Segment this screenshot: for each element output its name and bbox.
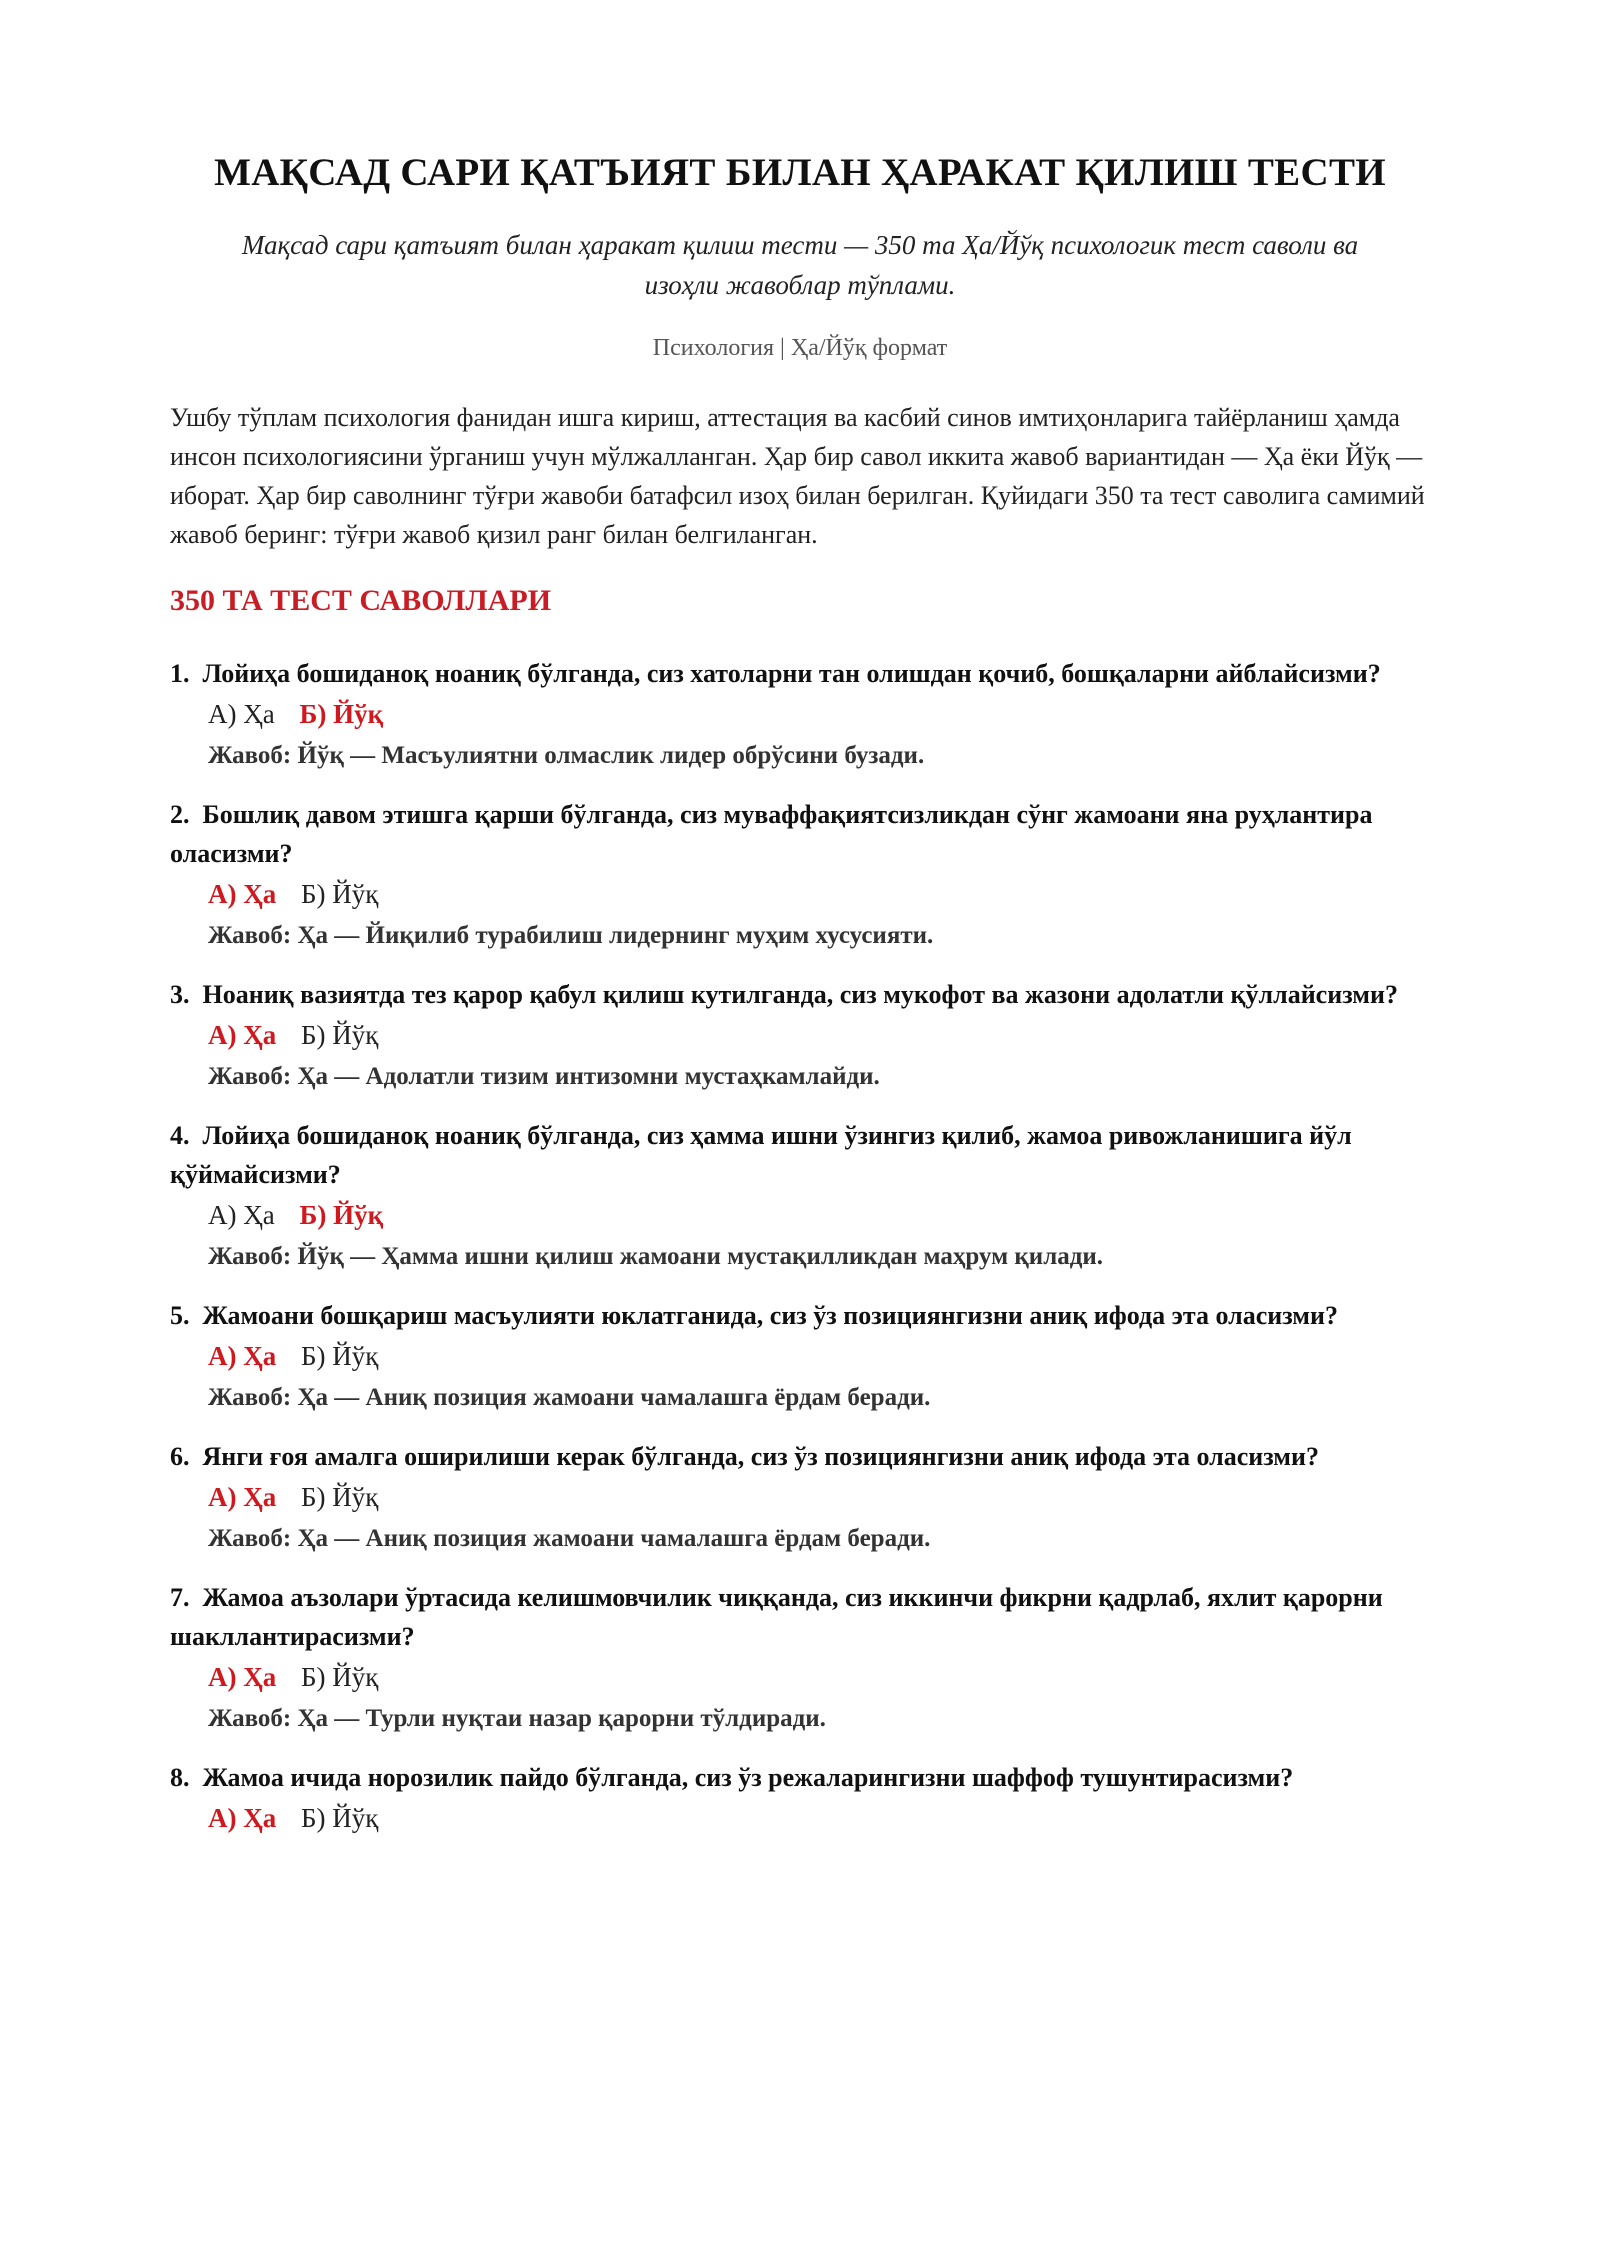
question-item xyxy=(170,795,1430,957)
document-meta: Психология | Ҳа/Йўқ формат xyxy=(652,335,948,361)
option-b: Б) Йўқ xyxy=(301,1020,379,1050)
question-body: Лойиҳа бошиданоқ ноаниқ бўлганда, сиз ҳамма ишни ўзингиз қилиб, жамоа ривожланишига йўл қўймайсизми? xyxy=(170,1121,1352,1189)
options-row xyxy=(170,693,1430,735)
question-number: 5. xyxy=(170,1301,190,1330)
intro-paragraph: Ушбу тўплам психология фанидан ишга кириш, аттестация ва касбий синов имтиҳонларига тайёрланиш ҳамда инсон психологиясини ўрганиш учун мўлжалланган. Ҳар бир савол иккита жавоб вариантидан — Ҳа ёки Йўқ — иборат. Ҳар бир саволнинг тўғри жавоби батафсил изоҳ билан берилган. Қуйидаги 350 та тест саволига самимий жавоб беринг: тўғри жавоб қизил ранг билан белгиланган. xyxy=(170,403,1425,549)
question-text xyxy=(170,1758,1430,1797)
question-body: Жамоани бошқариш масъулияти юклатганида, сиз ўз позициянгизни аниқ ифода эта оласизми? xyxy=(202,1301,1338,1330)
option-b: Б) Йўқ xyxy=(299,699,384,729)
question-number: 2. xyxy=(170,800,190,829)
document-title: МАҚСАД САРИ ҚАТЪИЯТ БИЛАН ҲАРАКАТ ҚИЛИШ ТЕСТИ xyxy=(214,151,1386,194)
options-row xyxy=(170,1335,1430,1377)
option-b: Б) Йўқ xyxy=(301,879,379,909)
question-number: 1. xyxy=(170,659,190,688)
question-number: 7. xyxy=(170,1583,190,1612)
option-b: Б) Йўқ xyxy=(301,1482,379,1512)
option-a: А) Ҳа xyxy=(208,1020,277,1050)
option-a: А) Ҳа xyxy=(208,1341,277,1371)
question-body: Жамоа ичида норозилик пайдо бўлганда, сиз ўз режаларингизни шаффоф тушунтирасизми? xyxy=(202,1763,1294,1792)
question-number: 6. xyxy=(170,1442,190,1471)
question-number: 4. xyxy=(170,1121,190,1150)
option-b: Б) Йўқ xyxy=(301,1341,379,1371)
question-text xyxy=(170,1437,1430,1476)
option-a: А) Ҳа xyxy=(208,1662,277,1692)
answer-explanation: Жавоб: Йўқ — Масъулиятни олмаслик лидер обрўсини бузади. xyxy=(208,742,925,769)
question-list xyxy=(170,654,1430,1839)
options-row xyxy=(170,1014,1430,1056)
answer-explanation: Жавоб: Ҳа — Адолатли тизим интизомни мустаҳкамлайди. xyxy=(208,1063,880,1090)
option-a: А) Ҳа xyxy=(208,1482,277,1512)
answer-explanation: Жавоб: Ҳа — Турли нуқтаи назар қарорни тўлдиради. xyxy=(208,1705,826,1732)
question-body: Жамоа аъзолари ўртасида келишмовчилик чиққанда, сиз иккинчи фикрни қадрлаб, яхлит қарорни шакллантирасизми? xyxy=(170,1583,1383,1651)
question-text xyxy=(170,975,1430,1014)
question-item xyxy=(170,975,1430,1098)
question-body: Бошлиқ давом этишга қарши бўлганда, сиз муваффақиятсизликдан сўнг жамоани яна руҳлантира оласизми? xyxy=(170,800,1373,868)
options-row xyxy=(170,1476,1430,1518)
question-number: 3. xyxy=(170,980,190,1009)
options-row xyxy=(170,1194,1430,1236)
option-a: А) Ҳа xyxy=(208,1200,275,1230)
question-body: Янги ғоя амалга оширилиши керак бўлганда, сиз ўз позициянгизни аниқ ифода эта оласизми? xyxy=(202,1442,1319,1471)
question-item xyxy=(170,1758,1430,1839)
option-a: А) Ҳа xyxy=(208,879,277,909)
question-text xyxy=(170,1116,1430,1194)
answer-explanation: Жавоб: Ҳа — Аниқ позиция жамоани чамалашга ёрдам беради. xyxy=(208,1525,931,1552)
question-body: Лойиҳа бошиданоқ ноаниқ бўлганда, сиз хатоларни тан олишдан қочиб, бошқаларни айблайсизми? xyxy=(202,659,1381,688)
options-row xyxy=(170,1656,1430,1698)
question-item xyxy=(170,654,1430,777)
question-text xyxy=(170,1578,1430,1656)
question-text xyxy=(170,654,1430,693)
option-a: А) Ҳа xyxy=(208,699,275,729)
question-text xyxy=(170,1296,1430,1335)
document-subtitle: Мақсад сари қатъият билан ҳаракат қилиш тести — 350 та Ҳа/Йўқ психологик тест саволи ва изоҳли жавоблар тўплами. xyxy=(241,230,1359,300)
answer-explanation: Жавоб: Ҳа — Йиқилиб турабилиш лидернинг муҳим хусусияти. xyxy=(208,922,934,949)
question-number: 8. xyxy=(170,1763,190,1792)
question-item xyxy=(170,1437,1430,1560)
answer-explanation: Жавоб: Йўқ — Ҳамма ишни қилиш жамоани мустақилликдан маҳрум қилади. xyxy=(208,1243,1104,1270)
option-b: Б) Йўқ xyxy=(301,1662,379,1692)
section-heading: 350 ТА ТЕСТ САВОЛЛАРИ xyxy=(170,584,552,617)
question-body: Ноаниқ вазиятда тез қарор қабул қилиш кутилганда, сиз мукофот ва жазони адолатли қўллайсизми? xyxy=(202,980,1398,1009)
options-row xyxy=(170,1797,1430,1839)
option-b: Б) Йўқ xyxy=(299,1200,384,1230)
option-b: Б) Йўқ xyxy=(301,1803,379,1833)
option-a: А) Ҳа xyxy=(208,1803,277,1833)
answer-explanation: Жавоб: Ҳа — Аниқ позиция жамоани чамалашга ёрдам беради. xyxy=(208,1384,931,1411)
question-item xyxy=(170,1116,1430,1278)
options-row xyxy=(170,873,1430,915)
question-item xyxy=(170,1296,1430,1419)
question-item xyxy=(170,1578,1430,1740)
question-text xyxy=(170,795,1430,873)
